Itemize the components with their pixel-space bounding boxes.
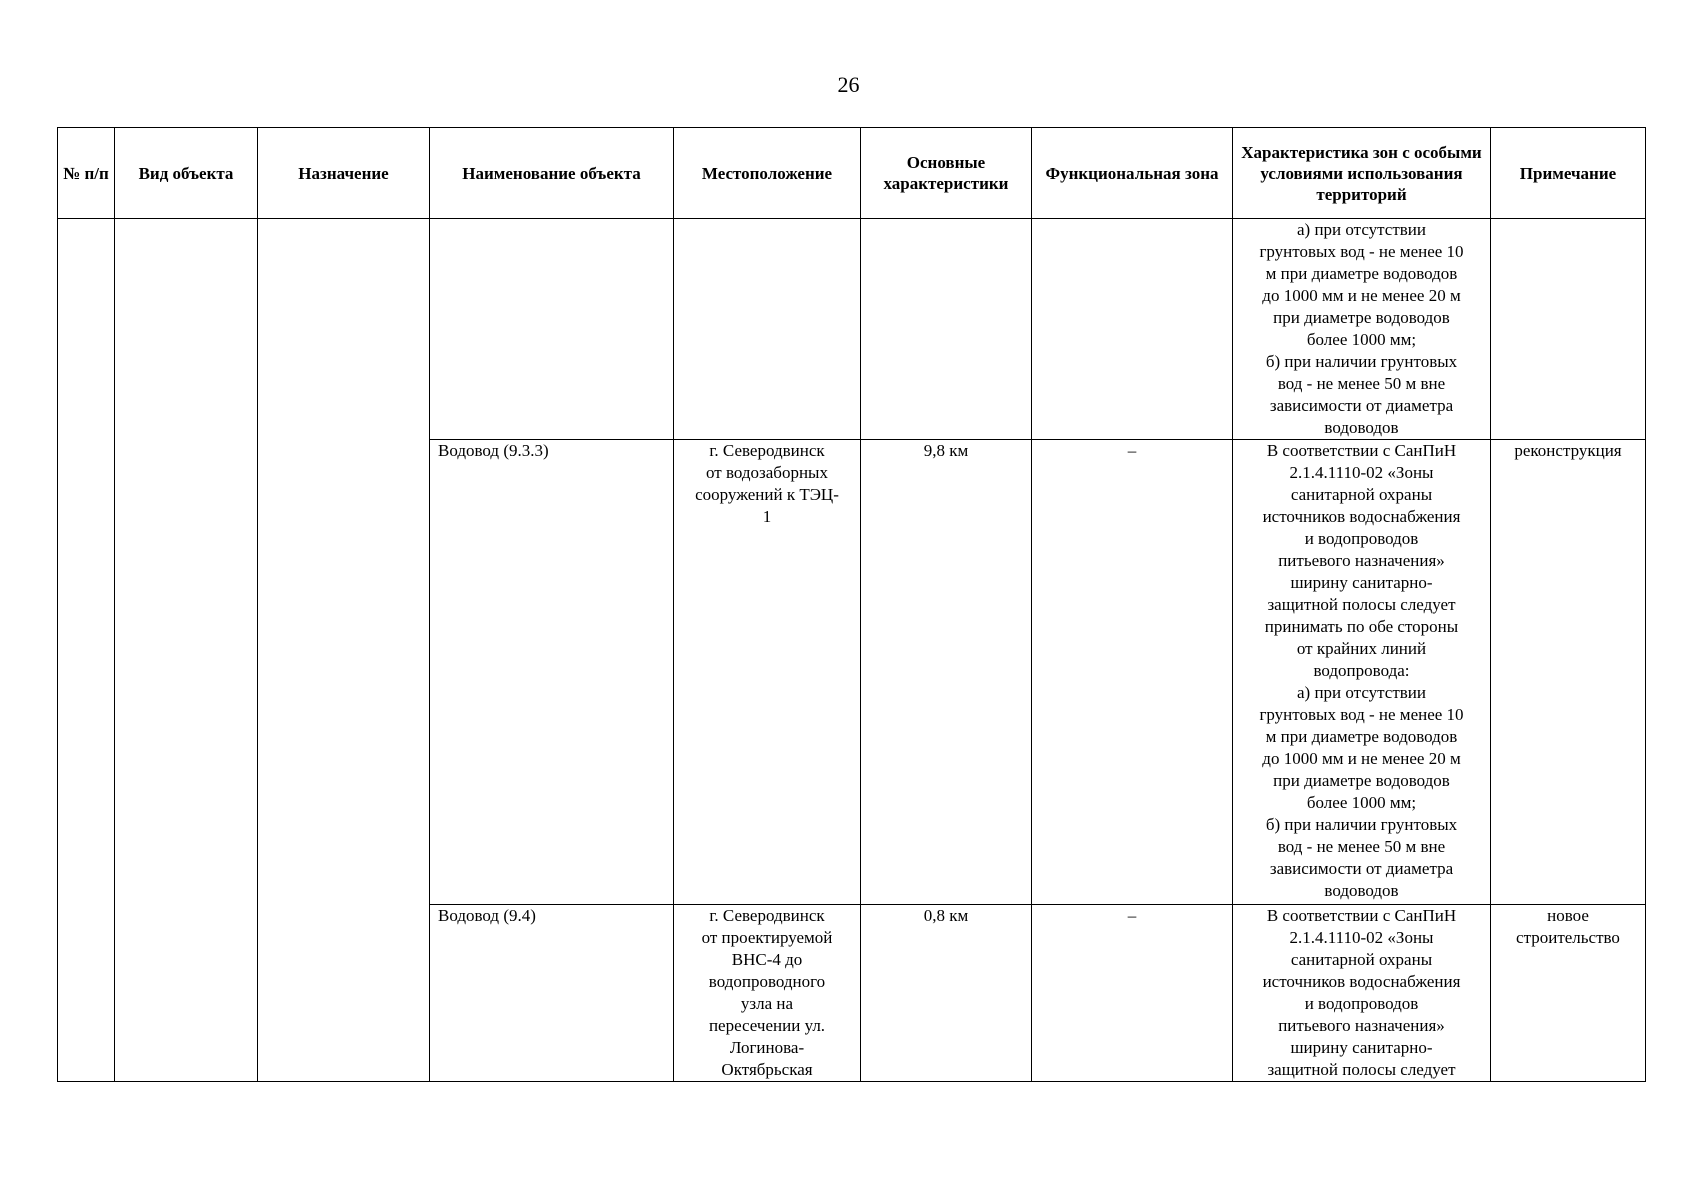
cell-zone-conditions: В соответствии с СанПиН 2.1.4.1110-02 «Зоны санитарной охраны источников водоснабжения и водопроводов питьевого назначения» ширину санитарно- защитной полосы следует принимать по обе стороны от крайних линий водопровода: а) при отсутствии грунтовых вод - не менее 10 м при диаметре водоводов до 1000 мм и не менее 20 м при диаметре водоводов более 1000 мм; б) при наличии грунтовых вод - не менее 50 м вне зависимости от диаметра водоводов [1233, 440, 1491, 905]
cell-number [58, 219, 115, 1082]
cell-zone-conditions: В соответствии с СанПиН 2.1.4.1110-02 «Зоны санитарной охраны источников водоснабжения и водопроводов питьевого назначения» ширину санитарно- защитной полосы следует [1233, 905, 1491, 1082]
cell-characteristics [861, 219, 1032, 440]
cell-object-name: Водовод (9.4) [430, 905, 674, 1082]
header-note: Примечание [1491, 128, 1646, 219]
page-number: 26 [837, 72, 860, 97]
objects-table [57, 127, 1646, 1082]
header-object-name: Наименование объекта [430, 128, 674, 219]
header-location: Местоположение [674, 128, 861, 219]
cell-object-name [430, 219, 674, 440]
header-zone-conditions: Характеристика зон с особыми условиями использования территорий [1233, 128, 1491, 219]
header-number: № п/п [58, 128, 115, 219]
header-purpose: Назначение [258, 128, 430, 219]
cell-location: г. Северодвинск от водозаборных сооружений к ТЭЦ- 1 [674, 440, 861, 905]
header-object-type: Вид объекта [115, 128, 258, 219]
cell-note [1491, 219, 1646, 440]
cell-location [674, 219, 861, 440]
cell-note: реконструкция [1491, 440, 1646, 905]
cell-location: г. Северодвинск от проектируемой ВНС-4 до водопроводного узла на пересечении ул. Логинова- Октябрьская [674, 905, 861, 1082]
table-row [58, 219, 1646, 440]
cell-functional-zone: – [1032, 440, 1233, 905]
cell-note: новое строительство [1491, 905, 1646, 1082]
cell-purpose [258, 219, 430, 1082]
cell-characteristics: 0,8 км [861, 905, 1032, 1082]
cell-functional-zone [1032, 219, 1233, 440]
header-characteristics: Основные характеристики [861, 128, 1032, 219]
cell-functional-zone: – [1032, 905, 1233, 1082]
cell-characteristics: 9,8 км [861, 440, 1032, 905]
cell-object-name: Водовод (9.3.3) [430, 440, 674, 905]
cell-zone-conditions: а) при отсутствии грунтовых вод - не менее 10 м при диаметре водоводов до 1000 мм и не менее 20 м при диаметре водоводов более 1000 мм; б) при наличии грунтовых вод - не менее 50 м вне зависимости от диаметра водоводов [1233, 219, 1491, 440]
table-header-row [58, 128, 1646, 219]
cell-object-type [115, 219, 258, 1082]
header-functional-zone: Функциональная зона [1032, 128, 1233, 219]
